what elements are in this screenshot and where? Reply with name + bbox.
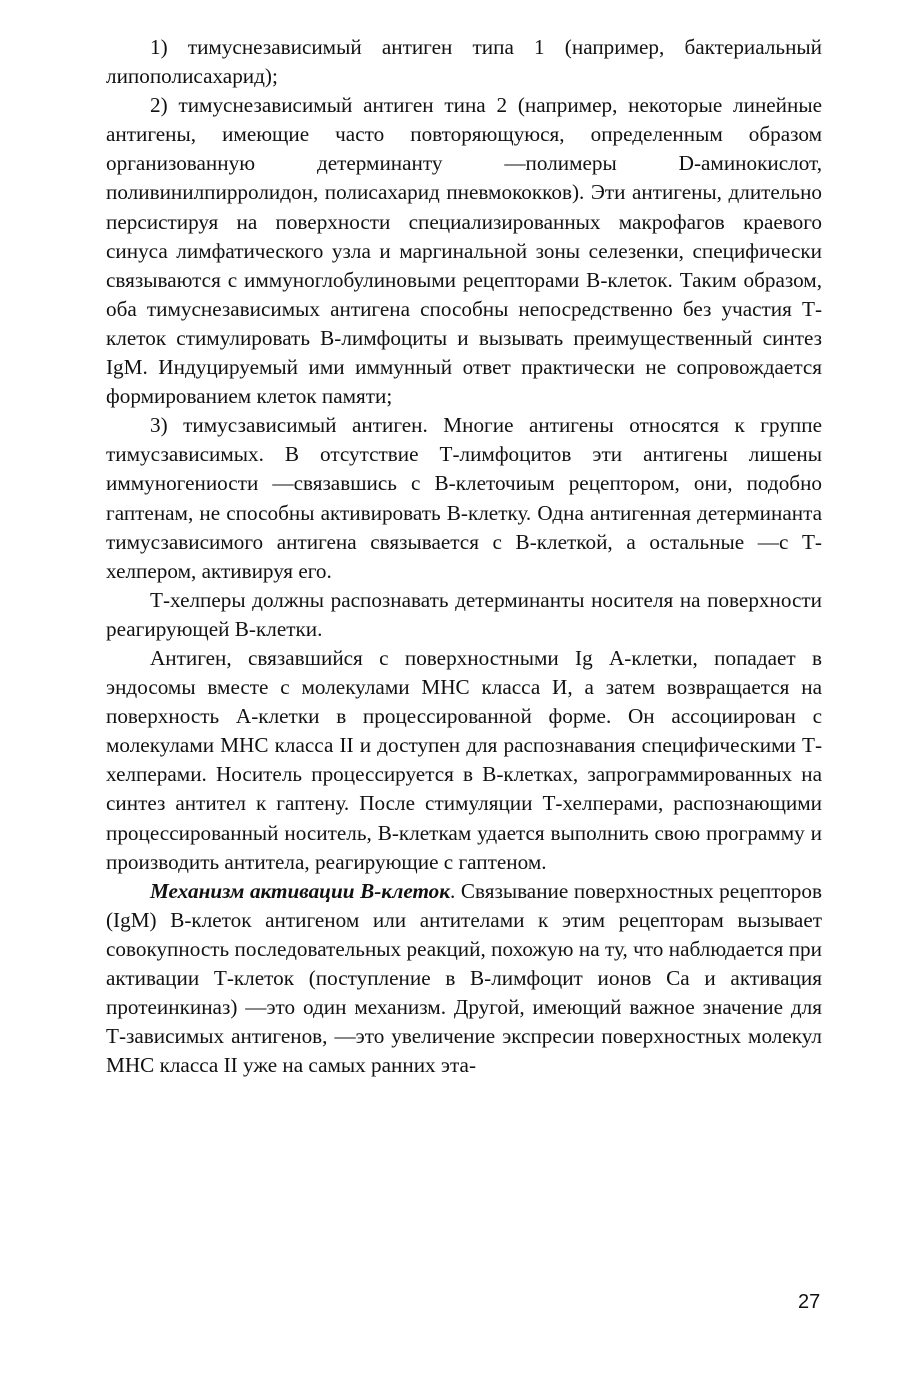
paragraph-thymus-independent-type-2: 2) тимуснезависимый антиген тина 2 (например, некоторые линейные антигены, имеющие часто повторяющуюся, определенным образом организованную детерминанту —полимеры D-аминокислот, поливинилпирролидон, полисахарид пневмококков). Эти антигены, длительно персистируя на поверхности специализированных макрофагов краевого синуса лимфатического узла и маргинальной зоны селезенки, специфически связываются с иммуноглобулиновыми рецепторами В-клеток. Таким образом, оба тимуснезависимых антигена способны непосредственно без участия Т-клеток стимулировать В-лимфоциты и вызывать преимущественный синтез IgM. Индуцируемый ими иммунный ответ практически не сопровождается формированием клеток памяти; bbox=[106, 93, 822, 409]
page-body bbox=[106, 33, 822, 1080]
section-body: . Связывание поверхностных рецепторов (IgM) В-клеток антигеном или антителами к этим рецепторам вызывает совокупность последовательных реакций, похожую на ту, что наблюдается при активации Т-клеток (поступление в В-лимфоцит ионов Са и активация протеинкиназ) —это один механизм. Другой, имеющий важное значение для Т-зависимых антигенов, —это увеличение экспресии поверхностных молекул МНС класса II уже на самых ранних эта- bbox=[106, 878, 822, 1078]
section-heading: Механизм активации В-клеток bbox=[150, 878, 450, 903]
paragraph-b-cell-activation bbox=[106, 877, 822, 1081]
paragraph-thymus-independent-type-1: 1) тимуснезависимый антиген типа 1 (например, бактериальный липополисахарид); bbox=[106, 35, 822, 89]
paragraph-t-helpers: Т-хелперы должны распознавать детерминанты носителя на поверхности реагирующей В-клетки. bbox=[106, 587, 822, 641]
paragraph-antigen-processing: Антиген, связавшийся с поверхностными Ig А-клетки, попадает в эндосомы вместе с молекулами МНС класса И, а затем возвращается на поверхность А-клетки в процессированной форме. Он ассоциирован с молекулами МНС класса II и доступен для распознавания специфическими Т-хелперами. Носитель процессируется в В-клетках, запрограммированных на синтез антител к гаптену. После стимуляции Т-хелперами, распознающими процессированный носитель, В-клеткам удается выполнить свою программу и производить антитела, реагирующие с гаптеном. bbox=[106, 645, 822, 874]
page-number: 27 bbox=[798, 1291, 821, 1313]
paragraph-thymus-dependent: 3) тимусзависимый антиген. Многие антигены относятся к группе тимусзависимых. В отсутствие Т-лимфоцитов эти антигены лишены иммуногениости —связавшись с В-клеточиым рецептором, они, подобно гаптенам, не способны активировать В-клетку. Одна антигенная детерминанта тимусзависимого антигена связывается с В-клеткой, а остальные —с Т-хелпером, активируя его. bbox=[106, 413, 822, 583]
